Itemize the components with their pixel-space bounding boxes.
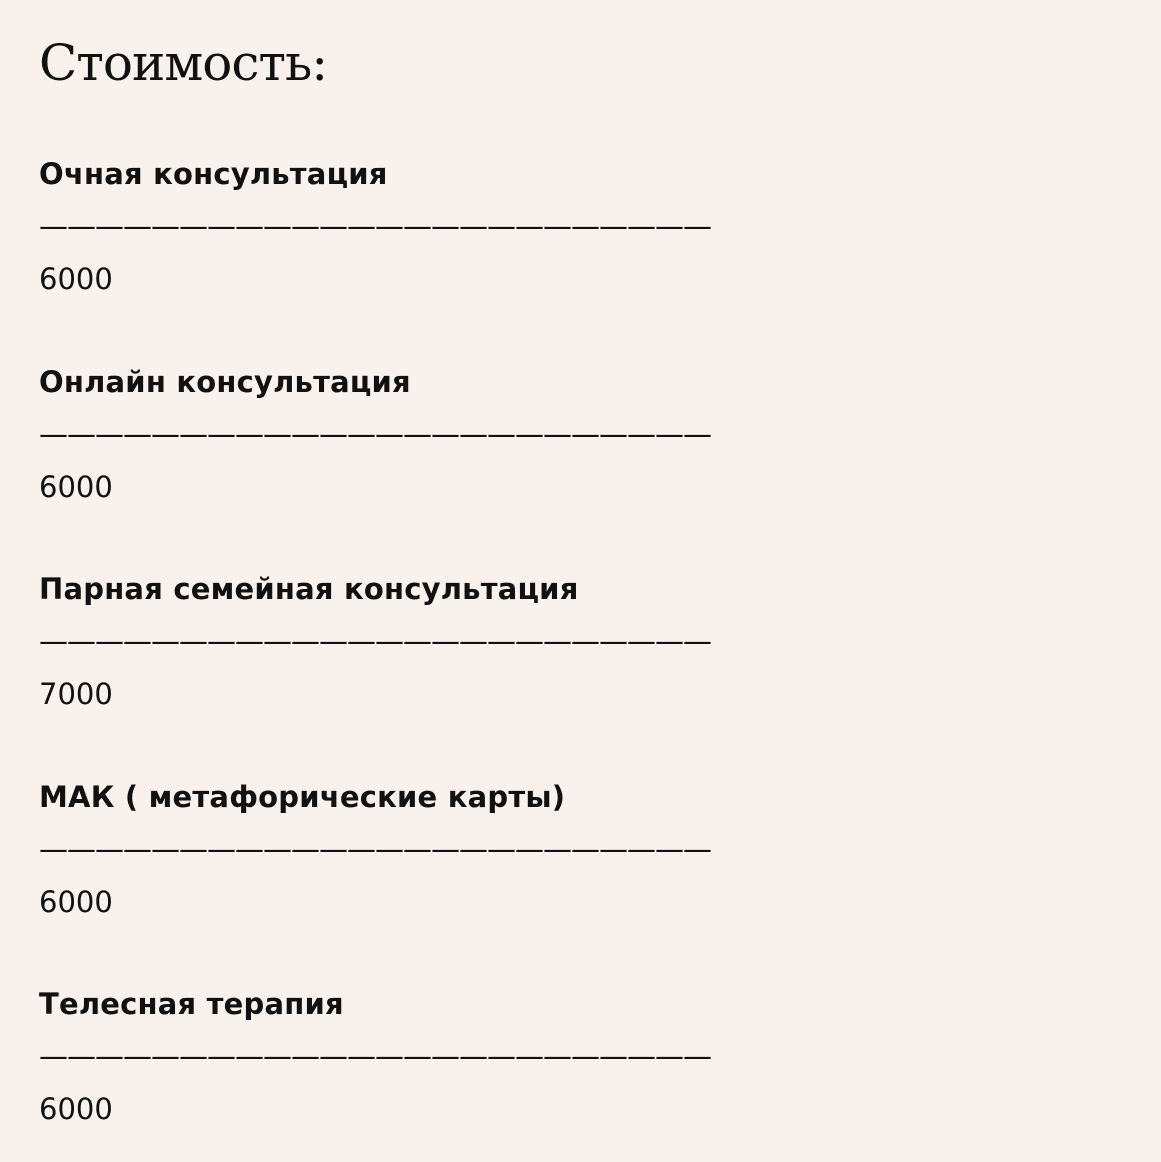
service-name: Онлайн консультация xyxy=(39,365,411,399)
service-price: 6000 xyxy=(39,885,113,919)
divider-line: ———————————————————————— xyxy=(39,417,711,451)
service-name: Парная семейная консультация xyxy=(39,572,579,606)
service-price: 6000 xyxy=(39,1092,113,1126)
price-item-body-therapy xyxy=(39,984,711,1129)
service-name: Телесная терапия xyxy=(39,987,344,1021)
divider-line: ———————————————————————— xyxy=(39,832,711,866)
service-price: 6000 xyxy=(39,470,113,504)
page-title: Стоимость: xyxy=(39,34,328,92)
price-item-in-person xyxy=(39,154,711,299)
service-price: 6000 xyxy=(39,262,113,296)
service-name: Очная консультация xyxy=(39,157,388,191)
divider-line: ———————————————————————— xyxy=(39,624,711,658)
divider-line: ———————————————————————— xyxy=(39,209,711,243)
price-item-metaphoric-cards xyxy=(39,777,711,922)
price-item-couple-family xyxy=(39,569,711,714)
service-name: МАК ( метафорические карты) xyxy=(39,780,566,814)
divider-line: ———————————————————————— xyxy=(39,1039,711,1073)
price-item-online xyxy=(39,362,711,507)
service-price: 7000 xyxy=(39,677,113,711)
